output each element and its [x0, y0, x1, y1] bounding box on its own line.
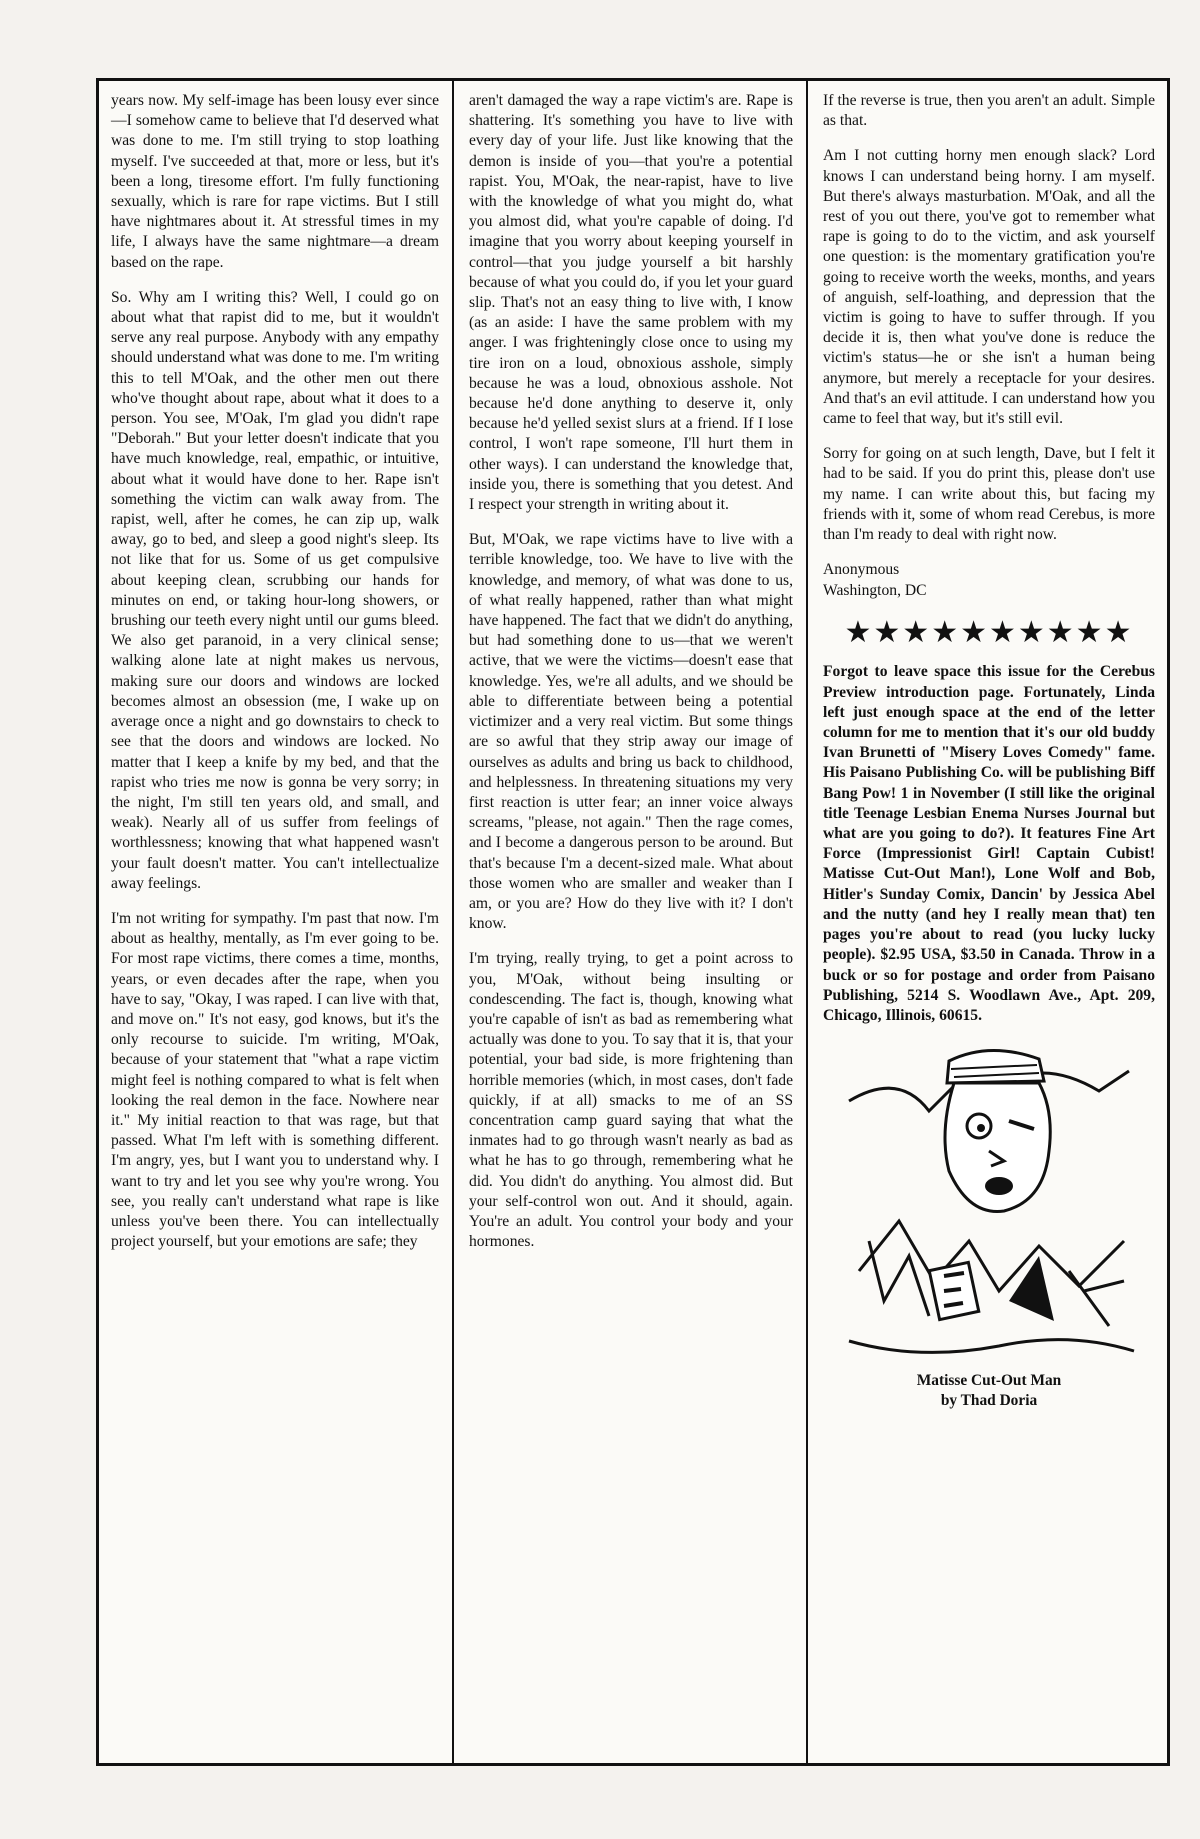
illustration-caption — [823, 1371, 1155, 1411]
signature-name: Anonymous — [823, 561, 900, 579]
star-divider: ★★★★★★★★★★ — [844, 616, 1134, 650]
editor-note: Forgot to leave space this issue for the Cerebus Preview introduction page. Fortunately, Linda left just enough space at the end of the letter column for me to mention that it's our old buddy Ivan Brunetti of "Misery Loves Comedy" fame. His Paisano Publishing Co. will be publishing Biff Bang Pow! 1 in November (I still like the original title Teenage Lesbian Enema Nurses Journal but what are you going to do?). It features Fine Art Force (Impressionist Girl! Captain Cubist! Matisse Cut-Out Man!), Lone Wolf and Bob, Hitler's Sunday Comix, Dancin' by Jessica Abel and the nutty (and hey I really mean that) ten pages you're about to read (you lucky lucky people). $2.95 USA, $3.50 in Canada. Throw in a buck or so for postage and order from Paisano Publishing, 5214 S. Woodlawn Ave., Apt. 209, Chicago, Illinois, 60615. — [823, 663, 1155, 1024]
signature-location: Washington, DC — [823, 581, 927, 599]
paragraph: So. Why am I writing this? Well, I could go on about what that rapist did to me, but it wouldn't serve any real purpose. Anybody with any empathy should understand what was done to me. I'm writing this to tell M'Oak, and the other men out there who've thought about rape, about what it does to a person. You see, M'Oak, I'm glad you didn't rape "Deborah." But your letter doesn't indicate that you have much knowledge, real, empathic, or intuitive, about what it would have done to her. Rape isn't something the victim can walk away from. The rapist, well, after he comes, he can zip up, walk away, go to bed, and sleep a good night's sleep. Its not like that for us. Some of us get compulsive about keeping clean, scrubbing our hands for minutes on end, or taking hour-long showers, or brushing our teeth every night until our gums bleed. We also get paranoid, in a very clinical sense; walking alone late at night makes us nervous, making sure our doors and windows are locked becomes almost an obsession (me, I wake up on average once a night and go downstairs to check to see that the doors and windows are locked. No matter that I keep a knife by my bed, and that the rapist who tries me now is gonna be very sorry; in the night, I'm still ten years old, and small, and weak). Nearly all of us suffer from feelings of worthlessness; knowing that what happened wasn't your fault doesn't matter. You can't intellectualize away feelings. — [111, 288, 439, 892]
matisse-cut-out-man-drawing — [839, 1041, 1139, 1371]
paragraph: I'm not writing for sympathy. I'm past that now. I'm about as healthy, mentally, as I'm ever going to be. For most rape victims, there comes a time, months, years, or even decades after the rape, when you have to say, "Okay, I was raped. I can live with that, and move on." It's not easy, god knows, but it's the only recourse to suicide. I'm writing, M'Oak, because of your statement that "what a rape victim might feel is nothing compared to what is felt when looking the real demon in the face. Nowhere near it." My initial reaction to that was rage, but that passed. What I'm left with is something different. I'm angry, yes, but I want you to understand why. I want to try and let you see why you're wrong. You see, you really can't understand what rape is like unless you've been there. You can intellectually project yourself, but your emotions are safe; they — [111, 909, 439, 1251]
caption-title: Matisse Cut-Out Man — [916, 1372, 1062, 1390]
column-divider — [452, 81, 454, 1763]
letter-page — [96, 78, 1170, 1766]
paragraph: But, M'Oak, we rape victims have to live with a terrible knowledge, too. We have to live with the knowledge, and memory, of what was done to us, of what really happened, rather than what might have happened. The fact that we didn't do anything, but had something done to us—that we weren't active, that we were the victims—doesn't ease that knowledge. Yes, we're all adults, and we should be able to differentiate between being a potential victimizer and a very real victim. But some things are so awful that they strip away our image of ourselves as adults and bring us back to childhood, and helplessness. In threatening situations my very first reaction is utter fear; an inner voice always screams, "please, not again." Then the rage comes, and I become a dangerous person to be around. But that's because I'm a decent-sized male. What about those women who are smaller and weaker than I am, or you are? How do they live with it? I don't know. — [469, 531, 793, 933]
letter-column-2 — [457, 81, 805, 1763]
paragraph: Am I not cutting horny men enough slack? Lord knows I can understand being horny. I am myself. But there's always masturbation. M'Oak, and all the rest of you out there, you've got to remember what rape is going to do to the victim, and ask yourself one question: is the momentary gratification you're going to receive worth the weeks, months, and years of anguish, self-loathing, and depression that the victim is going to have to suffer through. If you decide it is, then what you've done is reduce the victim's status—he or she isn't a human being anymore, but merely a receptacle for your desires. And that's an evil attitude. I can understand how you came to feel that way, but it's still evil. — [823, 147, 1155, 428]
paragraph: I'm trying, really trying, to get a point across to you, M'Oak, without being insulting or condescending. The fact is, though, knowing what you're capable of isn't as bad as remembering what actually was done to you. To say that it is, that your potential, your bad side, is more frightening than horrible memories (which, in most cases, don't fade quickly, if at all) smacks to me of an SS concentration camp guard saying that what the inmates had to go through wasn't nearly as bad as what he has to go through, remembering what he did. You didn't do anything. You almost did. But your self-control won out. And it should, again. You're an adult. You control your body and your hormones. — [469, 950, 793, 1251]
paragraph: aren't damaged the way a rape victim's are. Rape is shattering. It's something you have to live with every day of your life. Just like knowing that the demon is inside of you—that you're a potential rapist. You, M'Oak, the near-rapist, have to live with the knowledge of what you might do, what you almost did, what you're capable of doing. I'd imagine that you worry about keeping yourself in control—that you judge yourself a bit harshly because of what you could do, if you let your guard slip. That's not an easy thing to live with, I know (as an aside: I have the same problem with my anger. I was frighteningly close once to using my tire iron on a loud, obnoxious asshole, simply because he was a loud, obnoxious asshole. Not because he'd done anything to deserve it, only because he'd yelled sexist slurs at a friend. If I lose control, I won't rape someone, I'll hurt them in other ways). I can understand the knowledge that, inside you, there is something that you detest. And I respect your strength in writing about it. — [469, 92, 793, 514]
column-divider — [806, 81, 808, 1763]
letter-column-3 — [811, 81, 1167, 1763]
illustration — [823, 1041, 1155, 1411]
caption-credit: by Thad Doria — [940, 1392, 1038, 1410]
letter-column-1 — [99, 81, 451, 1763]
letter-signature — [823, 560, 1155, 601]
paragraph: years now. My self-image has been lousy ever since—I somehow came to believe that I'd deserved what was done to me. I'm still trying to stop loathing myself. I've succeeded at that, more or less, but it's been a long, tiresome effort. I'm fully functioning sexually, which is rare for rape victims. But I still have nightmares about it. At stressful times in my life, I always have the same nightmare—a dream based on the rape. — [111, 92, 439, 271]
paragraph: Sorry for going on at such length, Dave, but I felt it had to be said. If you do print this, please don't use my name. I can write about this, but facing my friends with it, some of whom read Cerebus, is more than I'm ready to deal with right now. — [823, 445, 1155, 544]
paragraph: If the reverse is true, then you aren't an adult. Simple as that. — [823, 92, 1155, 130]
